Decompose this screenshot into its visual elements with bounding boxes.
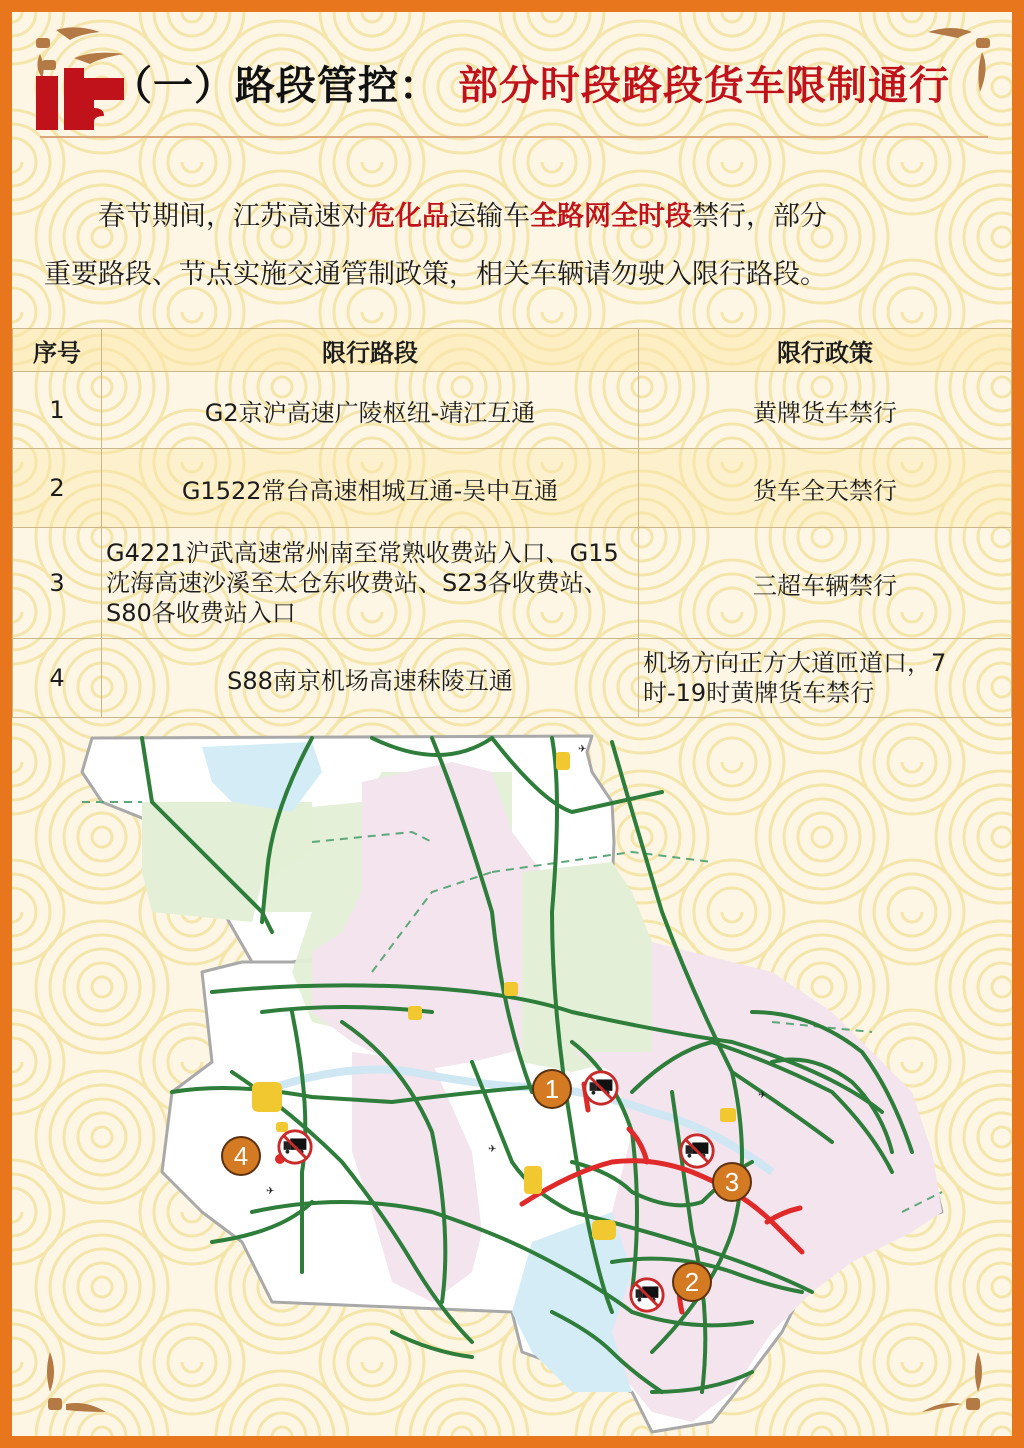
no-truck-icon <box>276 1128 314 1166</box>
table-row <box>13 372 1012 449</box>
title-divider <box>40 136 988 138</box>
svg-text:✈: ✈ <box>488 1144 497 1155</box>
page-title <box>112 56 950 116</box>
column-header-section: 限行路段 <box>102 329 639 372</box>
section-label: （一）路段管控： <box>112 63 440 109</box>
restriction-table <box>12 328 1012 718</box>
row-number: 2 <box>13 449 102 528</box>
intro-text: 禁行，部分 <box>692 201 827 232</box>
table-header-row <box>13 329 1012 372</box>
row-number: 4 <box>13 639 102 718</box>
highway-map <box>12 712 1012 1436</box>
headline: 部分时段路段货车限制通行 <box>458 63 950 109</box>
no-truck-icon <box>582 1069 620 1107</box>
intro-paragraph <box>44 188 994 304</box>
marker-1-badge[interactable]: 1 <box>532 1069 572 1109</box>
column-header-policy: 限行政策 <box>639 329 1012 372</box>
row-policy: 三超车辆禁行 <box>639 528 1012 639</box>
row-section: G2京沪高速广陵枢纽-靖江互通 <box>102 372 639 449</box>
marker-2-badge[interactable]: 2 <box>672 1262 712 1302</box>
row-policy: 货车全天禁行 <box>639 449 1012 528</box>
table-row <box>13 528 1012 639</box>
highlight-hazmat: 危化品 <box>368 201 449 232</box>
marker-3-badge[interactable]: 3 <box>712 1162 752 1202</box>
poster-page <box>12 12 1012 1436</box>
intro-text: 重要路段、节点实施交通管制政策，相关车辆请勿驶入限行路段。 <box>44 259 827 290</box>
row-number: 1 <box>13 372 102 449</box>
svg-text:✈: ✈ <box>758 1090 767 1101</box>
svg-text:✈: ✈ <box>266 1186 275 1197</box>
svg-text:✈: ✈ <box>578 744 587 755</box>
row-number: 3 <box>13 528 102 639</box>
row-section: G1522常台高速相城互通-吴中互通 <box>102 449 639 528</box>
highlight-all-network: 全路网全时段 <box>530 201 692 232</box>
no-truck-icon <box>628 1276 666 1314</box>
row-section: G4221沪武高速常州南至常熟收费站入口、G15沈海高速沙溪至太仓东收费站、S23各收费站、S80各收费站入口 <box>102 528 639 639</box>
no-truck-icon <box>678 1132 716 1170</box>
marker-4-badge[interactable]: 4 <box>221 1136 261 1176</box>
intro-text: 运输车 <box>449 201 530 232</box>
row-policy: 机场方向正方大道匝道口，7时-19时黄牌货车禁行 <box>639 639 1012 718</box>
region-green-east <box>522 862 672 1072</box>
intro-text: 春节期间，江苏高速对 <box>98 201 368 232</box>
column-header-no: 序号 <box>13 329 102 372</box>
row-policy: 黄牌货车禁行 <box>639 372 1012 449</box>
row-section: S88南京机场高速秣陵互通 <box>102 639 639 718</box>
table-row <box>13 639 1012 718</box>
table-row <box>13 449 1012 528</box>
